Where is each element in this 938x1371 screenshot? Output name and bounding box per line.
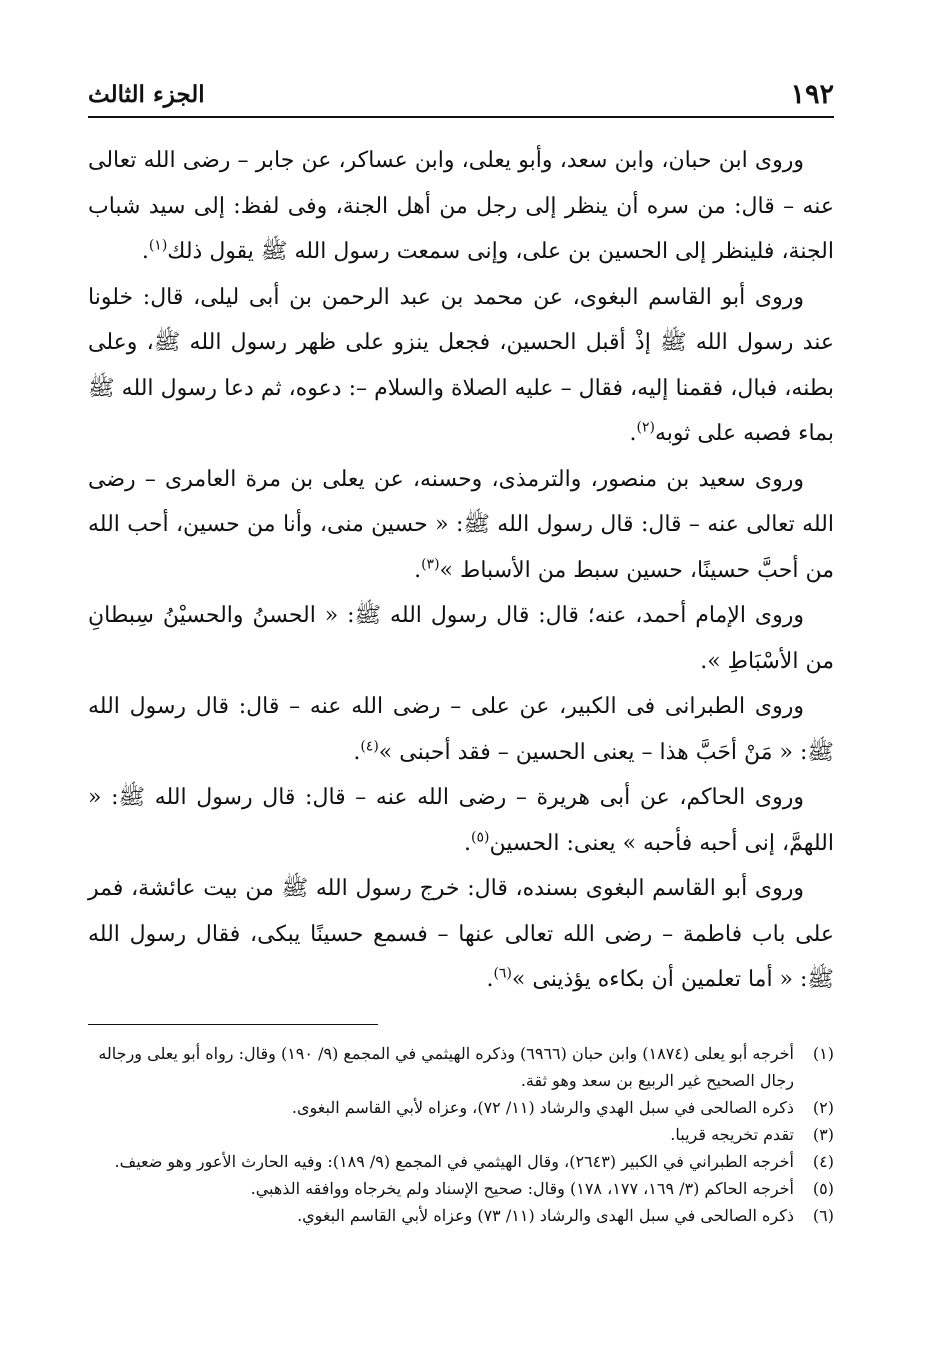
paragraph: وروى أبو القاسم البغوى بسنده، قال: خرج رسول الله ﷺ من بيت عائشة، فمر على باب فاطمة – رضى الله تعالى عنها – فسمع حسينًا يبكى، فقال رسول الله ﷺ: « أما تعلمين أن بكاءه يؤذينى »$^{(٦)}$. [88,876,834,992]
footnote-text: ذكره الصالحى في سبل الهدى والرشاد (١١/ ٧٣) وعزاه لأبي القاسم البغوي. [297,1206,794,1225]
footnote-text: تقدم تخريجه قريبا. [670,1125,794,1144]
footnote-text: أخرجه أبو يعلى (١٨٧٤) وابن حبان (٦٩٦٦) وذكره الهيثمي في المجمع (٩/ ١٩٠) وقال: رواه أبو يعلى ورجاله رجال الصحيح غير الربيع بن سعد وهو ثقة. [98,1044,794,1090]
footnote-ref: (٢) [636,419,655,436]
footnote-text: ذكره الصالحى في سبل الهدي والرشاد (١١/ ٧٢)، وعزاه لأبي القاسم البغوى. [291,1098,794,1117]
footnote [88,1121,834,1148]
footnote [88,1148,834,1175]
page-header [88,72,834,118]
footnote-divider [88,1024,378,1025]
footnote-ref: (٣) [421,556,440,573]
footnote-number: (١) [812,1044,834,1063]
footnote-text: أخرجه الحاكم (٣/ ١٦٩، ١٧٧، ١٧٨) وقال: صحيح الإسناد ولم يخرجاه ووافقه الذهبي. [250,1179,794,1198]
paragraph: وروى ابن حبان، وابن سعد، وأبو يعلى، وابن عساكر، عن جابر – رضى الله تعالى عنه – قال: من سره أن ينظر إلى رجل من أهل الجنة، وفى لفظ: إلى سيد شباب الجنة، فلينظر إلى الحسين بن على، وإنى سمعت رسول الله ﷺ يقول ذلك$^{(١)}$. [88,148,834,264]
footnote-number: (٥) [812,1179,834,1198]
footnote-text: أخرجه الطبراني في الكبير (٢٦٤٣)، وقال الهيثمي في المجمع (٩/ ١٨٩): وفيه الحارث الأعور وهو ضعيف. [114,1152,794,1171]
paragraph: وروى الحاكم، عن أبى هريرة – رضى الله عنه – قال: قال رسول الله ﷺ: « اللهمَّ، إنى أحبه فأحبه » يعنى: الحسين$^{(٥)}$. [88,785,834,856]
footnote-number: (٣) [812,1125,834,1144]
main-text [88,138,834,1003]
footnote-ref: (٦) [493,965,512,982]
footnote-ref: (٤) [360,738,379,755]
paragraph: وروى الإمام أحمد، عنه؛ قال: قال رسول الله ﷺ: « الحسنُ والحسيْنُ سِبطانِ من الأسْبَاطِ ». [88,603,834,674]
footnote [88,1040,834,1094]
footnote-ref: (١) [148,237,168,254]
paragraph: وروى أبو القاسم البغوى، عن محمد بن عبد الرحمن بن أبى ليلى، قال: خلونا عند رسول الله ﷺ إذْ أقبل الحسين، فجعل ينزو على ظهر رسول الله ﷺ، وعلى بطنه، فبال، فقمنا إليه، فقال – عليه الصلاة والسلام –: دعوه، ثم دعا رسول الله ﷺ بماء فصبه على ثوبه$^{(٢)}$. [88,284,834,446]
footnote [88,1175,834,1202]
paragraph: وروى الطبرانى فى الكبير، عن على – رضى الله عنه – قال: قال رسول الله ﷺ: « مَنْ أحَبَّ هذا – يعنى الحسين – فقد أحبنى »$^{(٤)}$. [88,694,834,765]
footnote-number: (٢) [812,1098,834,1117]
footnote-number: (٤) [812,1152,834,1171]
footnote [88,1094,834,1121]
footnote-ref: (٥) [471,829,490,846]
footnote-number: (٦) [812,1206,834,1225]
running-title: الجزء الثالث [88,80,205,108]
page-number: ١٩٢ [790,78,834,110]
footnotes [88,1040,834,1229]
paragraph: وروى سعيد بن منصور، والترمذى، وحسنه، عن يعلى بن مرة العامرى – رضى الله تعالى عنه – قال: قال رسول الله ﷺ: « حسين منى، وأنا من حسين، أحب الله من أحبَّ حسينًا، حسين سبط من الأسباط »$^{(٣)}$. [88,466,834,583]
footnote [88,1202,834,1229]
